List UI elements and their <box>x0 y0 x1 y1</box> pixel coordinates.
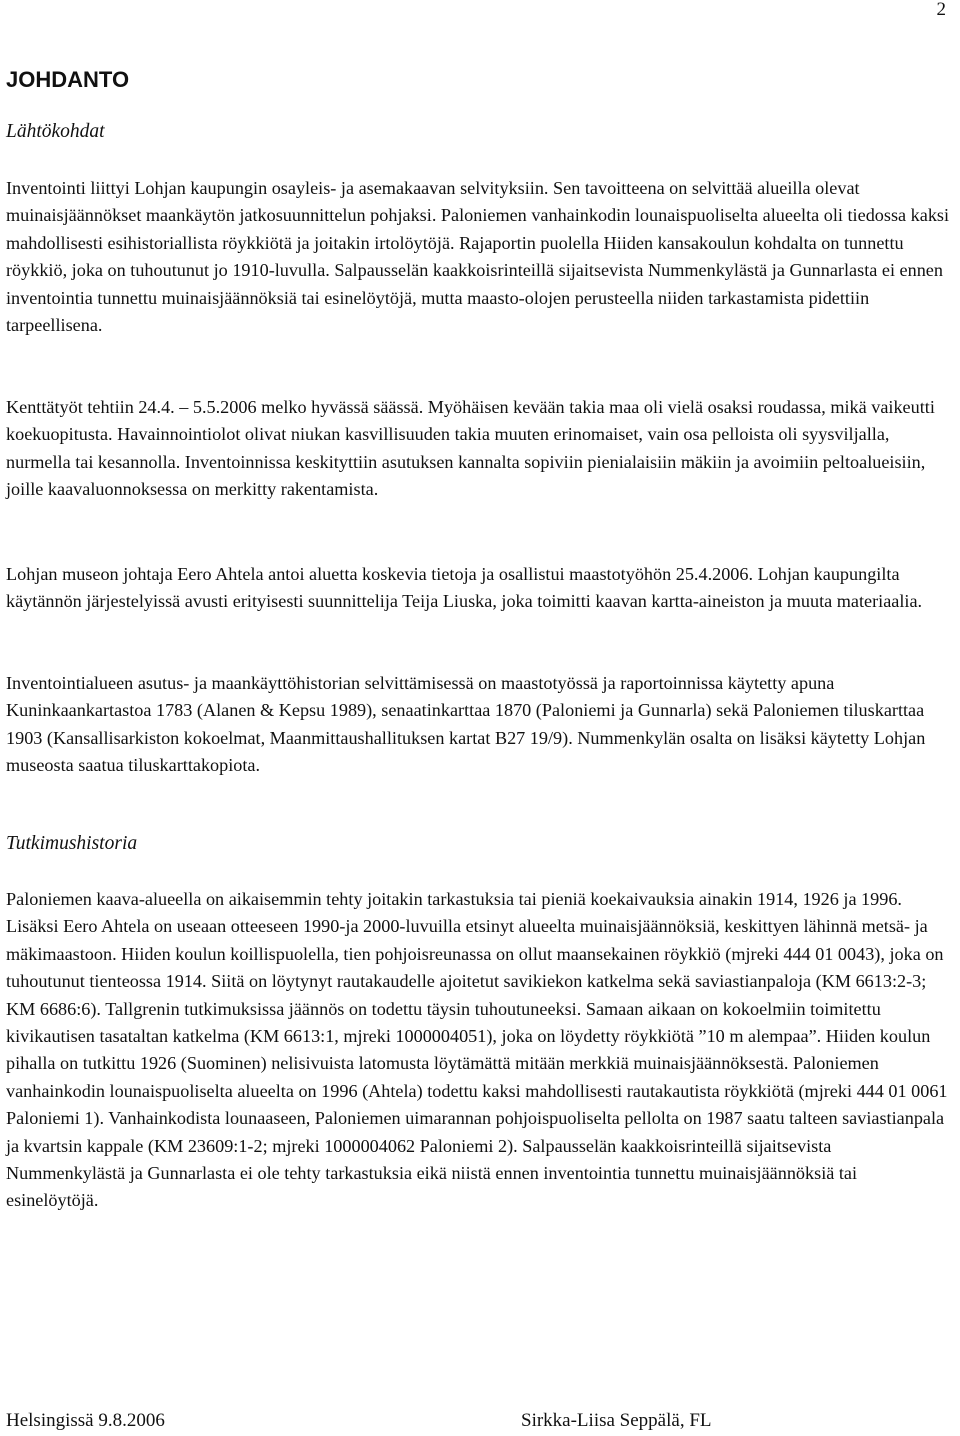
paragraph-tutkimushistoria-1: Paloniemen kaava-alueella on aikaisemmin tehty joitakin tarkastuksia tai pieniä koekaivauksia ainakin 1914, 1926 ja 1996. Lisäksi Eero Ahtela on useaan otteeseen 1990-ja 2000-luvuilla etsinyt alueelta muinaisjäännöksiä, keskittyen lähinnä metsä- ja mäkimaastoon. Hiiden koulun koillispuolella, tien pohjoisreunassa on ollut maansekainen röykkiö (mjreki 444 01 0043), joka on tuhoutunut tienteossa 1914. Siitä on löytynyt rautakaudelle ajoitetut savikiekon katkelma sekä saviastianpaloja (KM 6613:2-3; KM 6686:6). Tallgrenin tutkimuksissa jäännös on todettu täysin tuhoutuneeksi. Samaan aikaan on kokoelmiin toimitettu kivikautisen tasataltan katkelma (KM 6613:1, mjreki 1000004051), joka on löydetty röykkiötä ”10 m alempaa”. Hiiden koulun pihalla on tutkittu 1926 (Suominen) nelisivuista latomusta löytämättä mitään merkkiä muinaisjäännöksestä. Paloniemen vanhainkodin lounaispuoliselta alueelta on 1996 (Ahtela) todettu kaksi mahdollisesti rautakautista röykkiötä (mjreki 444 01 0061 Paloniemi 1). Vanhainkodista lounaaseen, Paloniemen uimarannan pohjoispuoliselta pellolta on 1987 saatu talteen saviastianpala ja kvartsin kappale (KM 23609:1-2; mjreki 1000004062 Paloniemi 2). Salpausselän kaakkoisrinteillä sijaitsevista Nummenkylästä ja Gunnarlasta ei ole tehty tarkastuksia eikä niistä ennen inventointia tunnettu muinaisjäännöksiä tai esinelöytöjä. <box>6 889 948 1211</box>
main-heading: JOHDANTO <box>6 67 130 92</box>
signature-author: Sirkka-Liisa Seppälä, FL <box>521 1410 712 1431</box>
paragraph-lahtokohdat-2: Kenttätyöt tehtiin 24.4. – 5.5.2006 melko hyvässä säässä. Myöhäisen kevään takia maa oli vielä osaksi roudassa, mikä vaikeutti koekuopitusta. Havainnointiolot olivat niukan kasvillisuuden takia muuten erinomaiset, vain osa pelloista oli syysviljalla, nurmella tai kesannolla. Inventoinnissa keskityttiin asutuksen kannalta sopiviin pienialaisiin mäkiin ja avoimiin peltoalueisiin, joille kaavaluonnoksessa on merkitty rakentamista. <box>6 397 935 500</box>
paragraph-lahtokohdat-3: Lohjan museon johtaja Eero Ahtela antoi aluetta koskevia tietoja ja osallistui maastotyöhön 25.4.2006. Lohjan kaupungilta käytännön järjestelyissä avusti erityisesti suunnittelija Teija Liuska, joka toimitti kaavan kartta-aineiston ja muuta materiaalia. <box>6 564 923 612</box>
section-title-tutkimushistoria: Tutkimushistoria <box>6 833 138 854</box>
page-number: 2 <box>936 0 946 20</box>
paragraph-lahtokohdat-4: Inventointialueen asutus- ja maankäyttöhistorian selvittämisessä on maastotyössä ja raportoinnissa käytetty apuna Kuninkaankartastoa 1783 (Alanen & Kepsu 1989), senaatinkarttaa 1870 (Paloniemi ja Gunnarla) sekä Paloniemen tiluskarttaa 1903 (Kansallisarkiston kokoelmat, Maanmittaushallituksen kartat B27 19/9). Nummenkylän osalta on lisäksi käytetty Lohjan museosta saatua tiluskarttakopiota. <box>6 673 926 776</box>
signature-place-date: Helsingissä 9.8.2006 <box>6 1410 165 1431</box>
section-title-lahtokohdat: Lähtökohdat <box>6 121 105 142</box>
paragraph-lahtokohdat-1: Inventointi liittyi Lohjan kaupungin osayleis- ja asemakaavan selvityksiin. Sen tavoitteena on selvittää alueilla olevat muinaisjäännökset maankäytön jatkosuunnittelun pohjaksi. Paloniemen vanhainkodin lounaispuoliselta alueelta oli tiedossa kaksi mahdollisesti esihistoriallista röykkiötä ja joitakin irtolöytöjä. Rajaportin puolella Hiiden kansakoulun kohdalta on tunnettu röykkiö, joka on tuhoutunut jo 1910-luvulla. Salpausselän kaakkoisrinteillä sijaitsevista Nummenkylästä ja Gunnarlasta ei ennen inventointia tunnettu muinaisjäännöksiä tai esinelöytöjä, mutta maasto-olojen perusteella niiden tarkastamista pidettiin tarpeellisena. <box>6 178 950 336</box>
